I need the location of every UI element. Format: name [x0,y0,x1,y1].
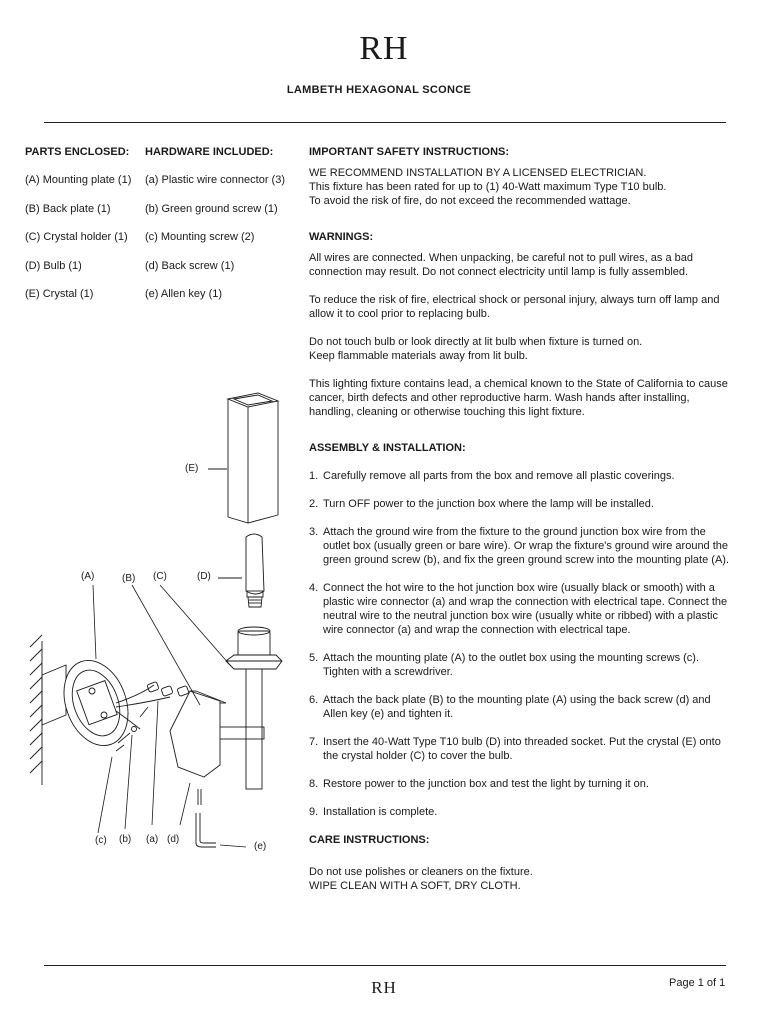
warning-paragraph [309,335,734,363]
label-back-screw: (d) [167,834,180,845]
warning-paragraph: All wires are connected. When unpacking, be careful not to pull wires, as a bad connection may result. Do not connect electricity until lamp is fully assembled. [309,252,693,278]
safety-text [309,166,734,208]
footer-logo: RH [371,978,397,997]
care-line: WIPE CLEAN WITH A SOFT, DRY CLOTH. [309,880,521,892]
list-item: (D) Bulb (1) [25,259,82,272]
top-divider [44,122,726,123]
label-mounting-plate: (A) [81,571,95,582]
assembly-step: 6. Attach the back plate (B) to the mounting plate (A) using the back screw (d) and Allen key (e) and tighten it. [309,694,711,720]
list-item: (d) Back screw (1) [145,259,235,272]
assembly-step: 8. Restore power to the junction box and test the light by turning it on. [309,778,649,790]
hardware-included-list [145,145,295,316]
exploded-assembly-diagram [20,385,290,865]
warning-paragraph: To reduce the risk of fire, electrical shock or personal injury, always turn off lamp and allow it to cool prior to replacing bulb. [309,294,720,320]
assembly-step: 3. Attach the ground wire from the fixture to the ground junction box wire from the outlet box (usually green or bare wire). Or wrap the fixture's ground wire around the green ground screw (b), and fix the green ground screw into the mounting plate (A). [309,526,730,566]
wall-drawing [30,635,66,785]
care-line: Do not use polishes or cleaners on the fixture. [309,866,533,878]
brand-logo: RH [359,30,409,67]
list-item: (b) Green ground screw (1) [145,202,278,215]
bulb-drawing [218,534,264,607]
parts-enclosed-list [25,145,143,316]
warnings-heading: WARNINGS: [309,231,374,243]
list-item: (B) Back plate (1) [25,202,111,215]
list-item: (A) Mounting plate (1) [25,174,132,186]
list-item: (C) Crystal holder (1) [25,231,128,243]
assembly-step: 9. Installation is complete. [309,806,438,818]
safety-line: To avoid the risk of fire, do not exceed the recommended wattage. [309,195,631,207]
crystal-drawing [208,393,278,523]
warning-line: Do not touch bulb or look directly at lit bulb when fixture is turned on. [309,336,643,348]
warning-paragraph: This lighting fixture contains lead, a chemical known to the State of California to cause cancer, birth defects and other reproductive harm. Wash hands after installing, handling, cleaning or otherwise touching this light fixture. [309,378,728,418]
list-item: (c) Mounting screw (2) [145,231,255,243]
parts-heading: PARTS ENCLOSED: [25,146,130,158]
care-text [309,865,734,893]
label-wire-connector: (a) [146,834,159,845]
label-bulb: (D) [197,571,211,582]
care-heading: CARE INSTRUCTIONS: [309,834,430,846]
list-item: (E) Crystal (1) [25,288,94,300]
label-crystal: (E) [185,463,199,474]
label-back-plate: (B) [122,573,136,584]
back-plate-drawing [170,691,226,777]
assembly-step: 7. Insert the 40-Watt Type T10 bulb (D) into threaded socket. Put the crystal (E) onto the crystal holder (C) to cover the bulb. [309,736,721,762]
assembly-step: 2. Turn OFF power to the junction box where the lamp will be installed. [309,498,654,510]
safety-line: WE RECOMMEND INSTALLATION BY A LICENSED ELECTRICIAN. [309,167,647,179]
assembly-steps [309,469,734,819]
safety-line: This fixture has been rated for up to (1) 40-Watt maximum Type T10 bulb. [309,181,667,193]
page-number: Page 1 of 1 [669,977,726,989]
bottom-divider [44,965,726,966]
assembly-step: 1. Carefully remove all parts from the box and remove all plastic coverings. [309,470,675,482]
instructions-column [309,145,734,907]
list-item: (a) Plastic wire connector (3) [145,174,285,186]
list-item: (e) Allen key (1) [145,288,223,300]
safety-heading: IMPORTANT SAFETY INSTRUCTIONS: [309,146,510,158]
label-allen-key: (e) [254,841,267,852]
page-title: LAMBETH HEXAGONAL SCONCE [286,84,472,96]
assembly-heading: ASSEMBLY & INSTALLATION: [309,442,466,454]
assembly-step: 5. Attach the mounting plate (A) to the outlet box using the mounting screws (c). Tighten with a screwdriver. [309,652,700,678]
label-mounting-screw: (c) [95,835,107,846]
warning-line: Keep flammable materials away from lit bulb. [309,350,528,362]
hardware-heading: HARDWARE INCLUDED: [145,146,274,158]
assembly-step: 4. Connect the hot wire to the hot junction box wire (usually black or smooth) with a plastic wire connector (a) and wrap the connection with electrical tape. Connect the neutral wire to the neutral junction box wire (usually white or ribbed) with a plastic wire connector (a) and wrap the connection with electrical tape. [309,582,728,636]
label-ground-screw: (b) [119,834,132,845]
label-crystal-holder: (C) [153,571,167,582]
